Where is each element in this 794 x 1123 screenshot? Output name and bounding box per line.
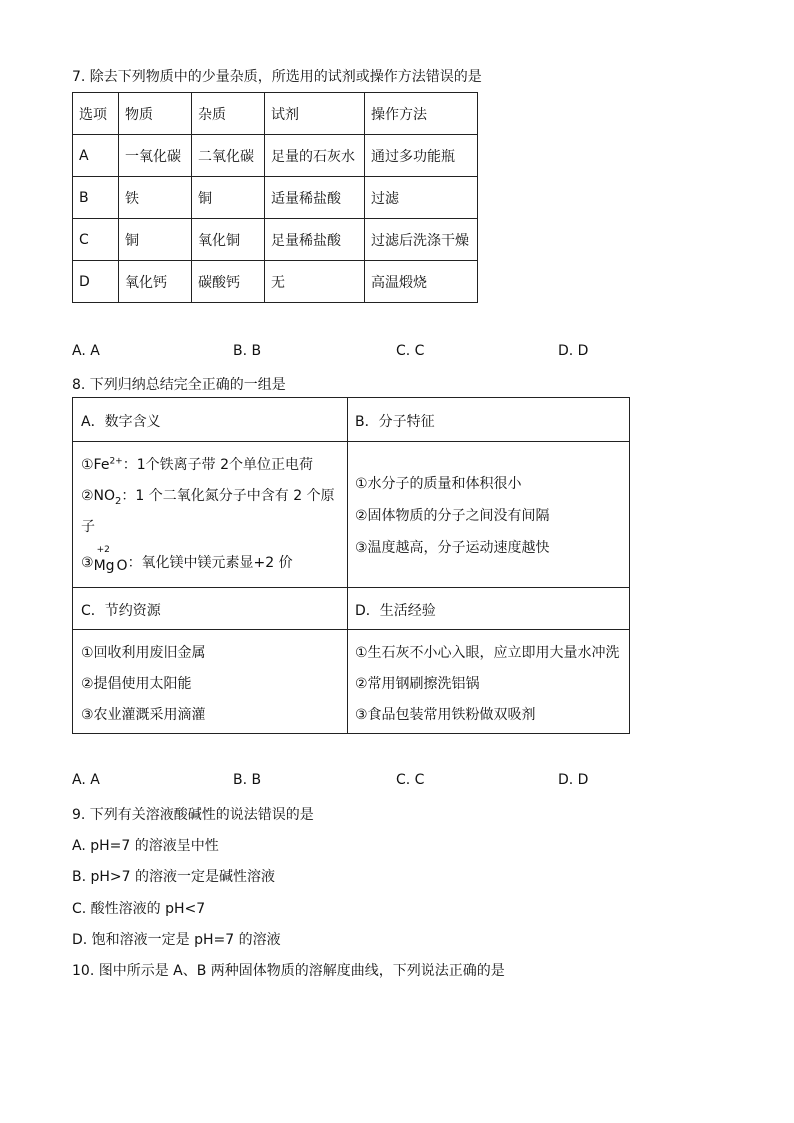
header-cell: 操作方法 [365,93,478,135]
q8-option-c: C. C [396,772,425,788]
table-cell: D [73,261,119,303]
q9-option-d: D. 饱和溶液一定是 pH=7 的溶液 [72,932,281,948]
q8-option-b: B. B [233,772,262,788]
group-b-item: ①水分子的质量和体积很小 [355,476,522,492]
q9-stem: 9. 下列有关溶液酸碱性的说法错误的是 [72,807,314,823]
group-d-item: ②常用钢刷擦洗铝锅 [355,676,480,692]
table-cell: 高温煅烧 [365,261,478,303]
q8-option-d: D. D [558,772,589,788]
grid-divider [73,441,629,442]
group-d-title: D．生活经验 [355,603,436,619]
q8-stem: 8. 下列归纳总结完全正确的一组是 [72,377,286,393]
header-cell: 物质 [119,93,192,135]
table-header-row [73,93,478,135]
header-cell: 选项 [73,93,119,135]
group-c-item: ③农业灌溉采用滴灌 [81,707,206,723]
text: ①Fe [81,457,110,473]
text: ：氧化镁中镁元素显+2 价 [127,555,293,571]
table-cell: 铜 [119,219,192,261]
group-b-title: B．分子特征 [355,414,435,430]
text: ②NO [81,488,116,504]
q10-stem: 10. 图中所示是 A、B 两种固体物质的溶解度曲线，下列说法正确的是 [72,963,505,979]
q7-option-d: D. D [558,343,589,359]
valence-mark: +2 [96,545,110,555]
table-cell: 无 [265,261,365,303]
q9-option-a: A. pH=7 的溶液呈中性 [72,838,219,854]
table-row [73,261,478,303]
header-cell: 试剂 [265,93,365,135]
grid-divider [73,629,629,630]
group-a-item-1 [81,454,313,474]
group-d-item: ①生石灰不小心入眼，应立即用大量水冲洗 [355,645,620,661]
grid-divider [73,587,629,588]
table-cell: A [73,135,119,177]
group-a-item-3 [81,545,293,574]
table-cell: 氧化钙 [119,261,192,303]
table-cell: C [73,219,119,261]
q7-option-a: A. A [72,343,100,359]
q7-option-c: C. C [396,343,425,359]
table-row [73,135,478,177]
table-cell: 铁 [119,177,192,219]
group-d-item: ③食品包装常用铁粉做双吸剂 [355,707,536,723]
q9-option-b: B. pH>7 的溶液一定是碱性溶液 [72,869,276,885]
table-row [73,177,478,219]
table-cell: 通过多功能瓶 [365,135,478,177]
element-symbol: O [116,558,128,574]
grid-divider [347,398,348,733]
group-c-title: C．节约资源 [81,603,161,619]
group-c-item: ②提倡使用太阳能 [81,676,192,692]
group-a-title: A．数字含义 [81,414,161,430]
q7-table [72,92,478,303]
q8-grid [72,397,630,734]
header-cell: 杂质 [192,93,265,135]
table-cell: 过滤 [365,177,478,219]
table-cell: 碳酸钙 [192,261,265,303]
text: ③ [81,555,94,571]
group-a-item-2 [81,485,335,507]
group-a-item-2-wrap: 子 [81,519,95,535]
superscript: 2+ [109,456,123,467]
q9-option-c: C. 酸性溶液的 pH<7 [72,901,206,917]
table-cell: 过滤后洗涤干燥 [365,219,478,261]
table-cell: 足量的石灰水 [265,135,365,177]
group-b-item: ②固体物质的分子之间没有间隔 [355,508,550,524]
table-cell: B [73,177,119,219]
table-cell: 足量稀盐酸 [265,219,365,261]
table-cell: 一氧化碳 [119,135,192,177]
q8-option-a: A. A [72,772,100,788]
group-b-item: ③温度越高，分子运动速度越快 [355,540,550,556]
q7-option-b: B. B [233,343,262,359]
table-cell: 氧化铜 [192,219,265,261]
table-row [73,219,478,261]
group-c-item: ①回收利用废旧金属 [81,645,206,661]
subscript: 2 [115,495,122,507]
element-symbol: Mg [93,558,115,574]
text: ：1个铁离子带 2个单位正电荷 [122,457,313,473]
mg-with-valence [93,545,115,574]
text: ：1 个二氧化氮分子中含有 2 个原 [121,488,335,504]
table-cell: 适量稀盐酸 [265,177,365,219]
table-cell: 铜 [192,177,265,219]
table-cell: 二氧化碳 [192,135,265,177]
q7-stem: 7. 除去下列物质中的少量杂质，所选用的试剂或操作方法错误的是 [72,69,482,85]
